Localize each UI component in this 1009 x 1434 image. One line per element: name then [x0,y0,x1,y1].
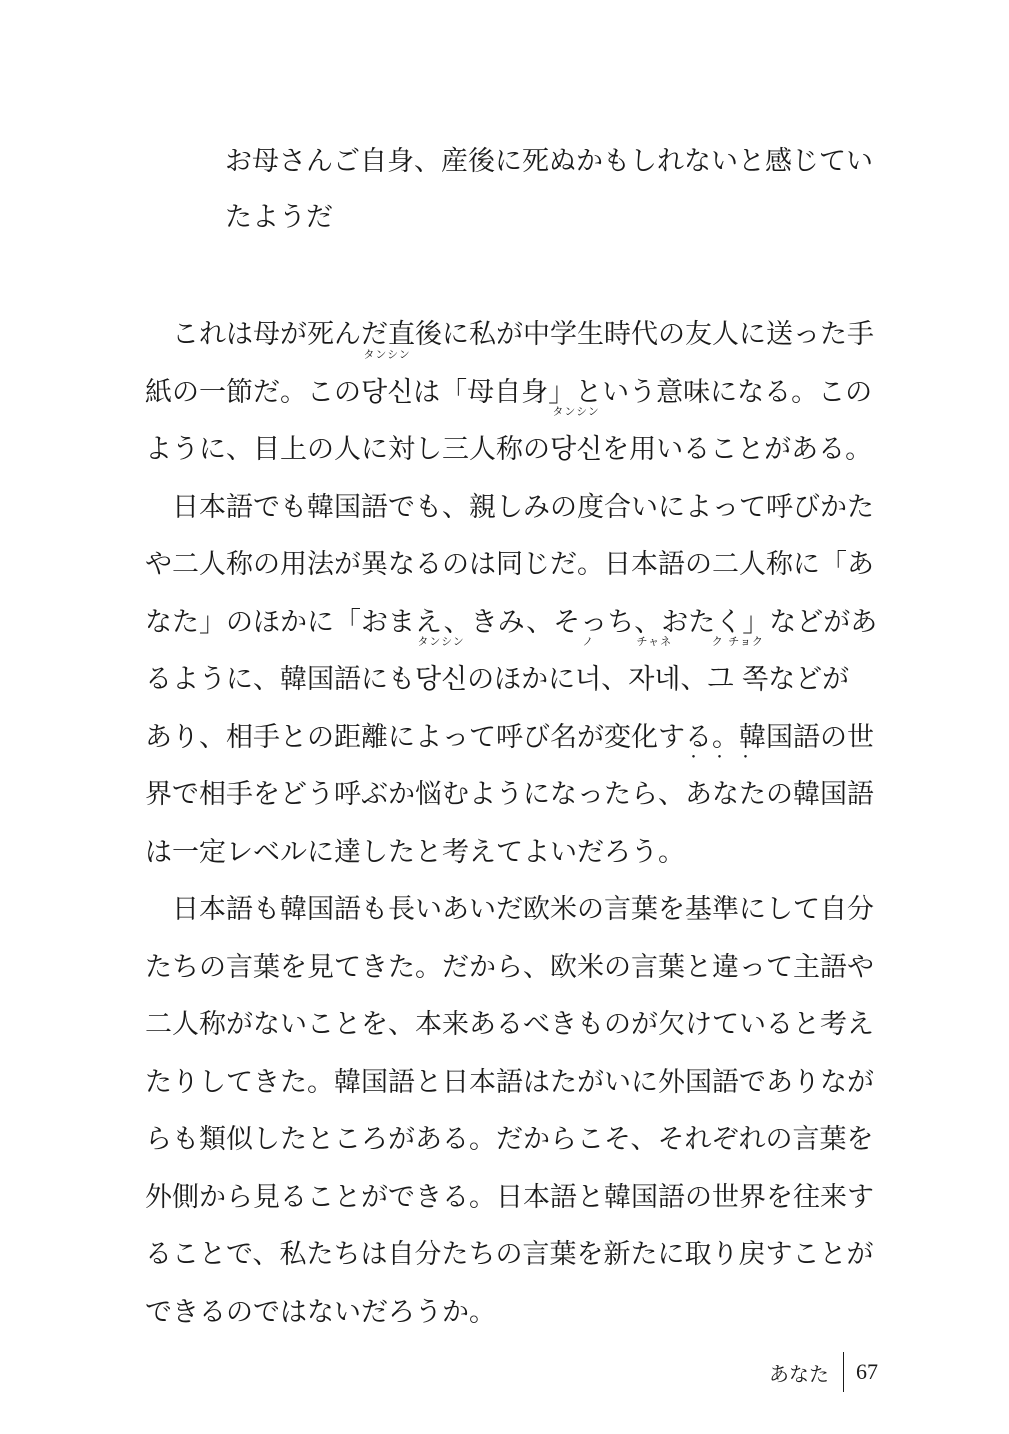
text-run: のほかに [467,664,576,695]
ruby-annotation [628,635,681,709]
ruby-base: 자네 [628,664,681,695]
paragraph-2-line [145,594,905,652]
text-run: らも類似したところがある。だからこそ、それぞれの言葉を [145,1124,874,1155]
ruby-base: 당신 [550,434,603,465]
text-run: は「母自身」という意味になる。この [413,376,873,408]
text-run: ように、目上の人に対し三人称の [145,434,550,465]
paragraph-1-line [145,306,905,364]
ruby-annotation [361,347,414,422]
page-number: 67 [856,1359,878,1384]
footer-divider [843,1352,844,1392]
paragraph-1-line [145,347,905,422]
text-run: なた」のほかに「おまえ、きみ、そっち、おたく」などがあ [145,606,878,638]
paragraph-3-line [145,1169,905,1227]
text-run: 二人称がないことを、本来あるべきものが欠けていると考え [145,1009,874,1040]
paragraph-1-line [145,405,905,479]
ruby-reading: ノ [582,635,595,648]
paragraph-2-line [145,709,905,767]
page-footer [769,1352,878,1392]
paragraph-3-line [145,881,905,939]
paragraph-3-line [145,1111,905,1169]
text-run: の韓国語 [766,779,874,810]
text-run: るように、韓国語にも [145,664,415,695]
text-run: 外側から見ることができる。日本語と韓国語の世界を往来す [145,1181,874,1213]
paragraph-2-line [145,479,905,537]
block-quote [225,134,905,246]
quote-line: たようだ [225,202,333,233]
text-run: これは母が死んだ直後に私が中学生時代の友人に送った手 [172,319,874,350]
body-text [145,306,905,1341]
text-run: や二人称の用法が異なるのは同じだ。日本語の二人称に「あ [145,549,874,580]
paragraph-2-line [145,750,905,824]
paragraph-2-line [145,635,905,709]
ruby-reading: タンシン [417,635,465,648]
ruby-base: 그 쪽 [707,664,769,695]
paragraph-3-line [145,1284,905,1342]
paragraph-2-line [145,536,905,594]
text-run: たりしてきた。韓国語と日本語はたがいに外国語でありなが [145,1066,874,1098]
text-run: は一定レベルに達したと考えてよいだろう。 [145,836,685,868]
running-title: あなた [769,1361,829,1386]
text-run: 日本語も韓国語も長いあいだ欧米の言葉を基準にして自分 [172,894,874,925]
ruby-base: 당신 [415,664,468,695]
text-run: 紙の一節だ。この [145,376,361,408]
ruby-annotation [707,635,769,709]
text-run: ることで、私たちは自分たちの言葉を新たに取り戻すことが [145,1239,874,1270]
emphasis-text [685,750,766,824]
ruby-base: 당신 [361,376,414,408]
ruby-reading: タンシン [552,405,600,418]
quote-line: お母さんご自身、産後に死ぬかもしれないと感じてい [225,146,873,177]
paragraph-3-line [145,1226,905,1284]
paragraph-3-line [145,996,905,1054]
ruby-annotation [575,635,602,709]
paragraph-3-line [145,1054,905,1112]
text-run: 、 [680,664,708,695]
ruby-annotation [550,405,603,479]
emphasis-dots: ・・・ [686,750,765,766]
ruby-reading: タンシン [363,347,411,361]
text-run: を用いることがある。 [602,434,873,465]
paragraph-3-line [145,939,905,997]
ruby-reading: チャネ [636,635,673,648]
text-run: できるのではないだろうか。 [145,1296,496,1328]
ruby-reading: ク チョク [711,635,764,648]
text-run: 界で相手をどう呼ぶか悩むようになったら、 [145,779,685,810]
text-run: あり、相手との距離によって呼び名が変化する。韓国語の世 [145,721,874,753]
text-run: 、 [601,664,629,695]
ruby-base: 너 [575,664,602,695]
emphasis-base: あなた [685,779,766,810]
text-run: 日本語でも韓国語でも、親しみの度合いによって呼びかた [172,491,874,523]
ruby-annotation [415,635,468,709]
paragraph-2-line [145,824,905,882]
text-run: などが [768,664,850,695]
text-run: たちの言葉を見てきた。だから、欧米の言葉と違って主語や [145,951,874,983]
